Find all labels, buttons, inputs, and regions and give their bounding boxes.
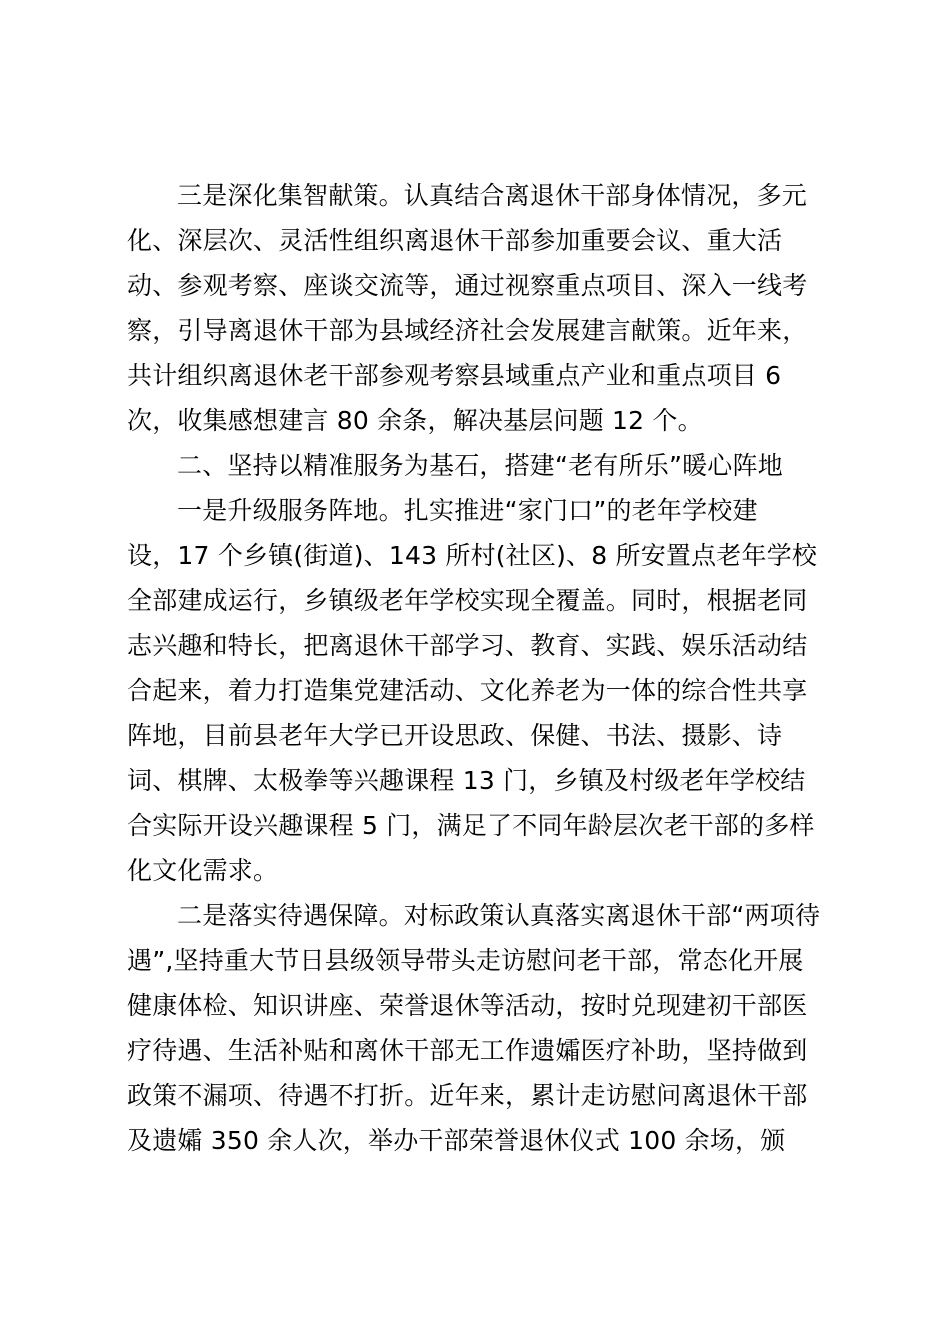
paragraph-2-line-6: 阵地，目前县老年大学已开设思政、保健、书法、摄影、诗 — [127, 721, 783, 750]
paragraph-2-line-1: 一是升级服务阵地。扎实推进“家门口”的老年学校建 — [177, 496, 758, 525]
paragraph-2-line-4: 志兴趣和特长，把离退休干部学习、教育、实践、娱乐活动结 — [127, 631, 808, 660]
paragraph-3-line-2: 遇”,坚持重大节日县级领导带头走访慰问老干部，常态化开展 — [127, 946, 804, 975]
paragraph-1-line-1: 三是深化集智献策。认真结合离退休干部身体情况，多元 — [177, 181, 808, 210]
paragraph-2-line-2: 设，17 个乡镇(街道)、143 所村(社区)、8 所安置点老年学校 — [127, 541, 818, 570]
paragraph-2-line-7: 词、棋牌、太极拳等兴趣课程 13 门，乡镇及村级老年学校结 — [127, 766, 806, 795]
paragraph-1-line-4: 察，引导离退休干部为县域经济社会发展建言献策。近年来， — [127, 316, 808, 345]
paragraph-2-line-9: 化文化需求。 — [127, 856, 279, 885]
paragraph-2-line-3: 全部建成运行，乡镇级老年学校实现全覆盖。同时，根据老同 — [127, 586, 808, 615]
paragraph-3-line-3: 健康体检、知识讲座、荣誉退休等活动，按时兑现建初干部医 — [127, 991, 808, 1020]
paragraph-2-line-5: 合起来，着力打造集党建活动、文化养老为一体的综合性共享 — [127, 676, 808, 705]
paragraph-3-line-1: 二是落实待遇保障。对标政策认真落实离退休干部“两项待 — [177, 901, 821, 930]
paragraph-3-line-4: 疗待遇、生活补贴和离休干部无工作遗孀医疗补助，坚持做到 — [127, 1036, 808, 1065]
paragraph-3-line-6: 及遗孀 350 余人次，举办干部荣誉退休仪式 100 余场，颁 — [127, 1126, 786, 1155]
paragraph-1-line-3: 动、参观考察、座谈交流等，通过视察重点项目、深入一线考 — [127, 271, 808, 300]
paragraph-1-line-5: 共计组织离退休老干部参观考察县域重点产业和重点项目 6 — [127, 361, 782, 390]
paragraph-1-line-6: 次，收集感想建言 80 余条，解决基层问题 12 个。 — [127, 406, 703, 435]
paragraph-3-line-5: 政策不漏项、待遇不打折。近年来，累计走访慰问离退休干部 — [127, 1081, 808, 1110]
paragraph-1-line-2: 化、深层次、灵活性组织离退休干部参加重要会议、重大活 — [127, 226, 783, 255]
section-heading: 二、坚持以精准服务为基石，搭建“老有所乐”暖心阵地 — [177, 451, 783, 480]
paragraph-2-line-8: 合实际开设兴趣课程 5 门，满足了不同年龄层次老干部的多样 — [127, 811, 815, 840]
